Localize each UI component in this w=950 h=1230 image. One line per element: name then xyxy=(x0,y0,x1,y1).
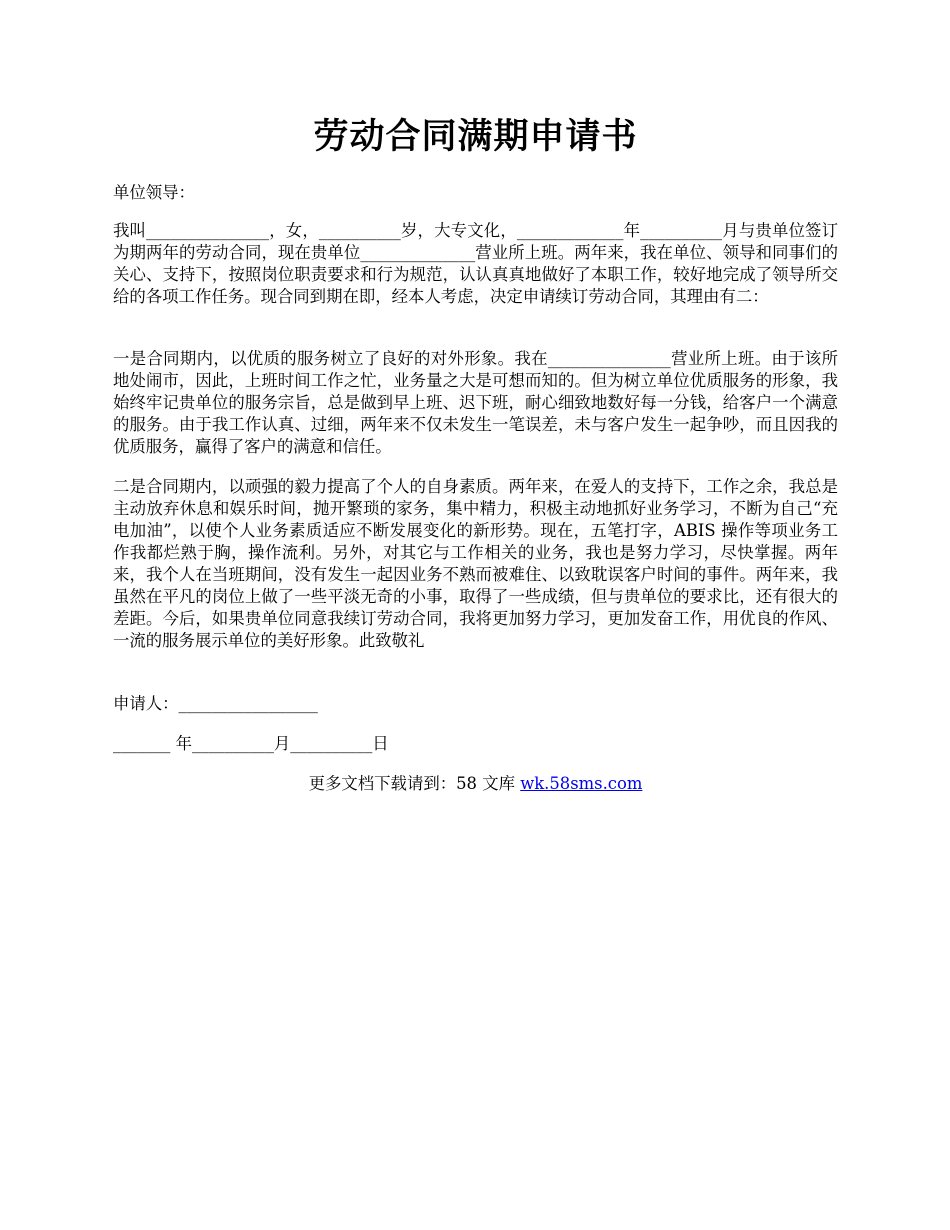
paragraph-intro: 我叫_______________，女，__________岁，大专文化，_____________年__________月与贵单位签订为期两年的劳动合同，现在贵单位______________营业所上班。两年来，我在单位、领导和同事们的关心、支持下，按照岗位职责要求和行为规范，认认真真地做好了本职工作，较好地完成了领导所交给的各项工作任务。现合同到期在即，经本人考虑，决定申请续订劳动合同，其理由有二： xyxy=(113,221,838,306)
footer-text: 更多文档下载请到：58 文库 xyxy=(308,774,521,793)
signer-line: 申请人：_________________ xyxy=(113,694,318,713)
footer xyxy=(113,773,838,795)
footer-link[interactable]: wk.58sms.com xyxy=(520,774,643,793)
paragraph-reason-two: 二是合同期内，以顽强的毅力提高了个人的自身素质。两年来，在爱人的支持下，工作之余，我总是主动放弃休息和娱乐时间，抛开繁琐的家务，集中精力，积极主动地抓好业务学习，不断为自己“充电加油”，以使个人业务素质适应不断发展变化的新形势。现在，五笔打字，ABIS 操作等项业务工作我都烂熟于胸，操作流利。另外，对其它与工作相关的业务，我也是努力学习，尽快掌握。两年来，我个人在当班期间，没有发生一起因业务不熟而被难住、以致耽误客户时间的事件。两年来，我虽然在平凡的岗位上做了一些平淡无奇的小事，取得了一些成绩，但与贵单位的要求比，还有很大的差距。今后，如果贵单位同意我续订劳动合同，我将更加努力学习，更加发奋工作，用优良的作风、一流的服务展示单位的美好形象。此致敬礼 xyxy=(113,477,838,650)
salutation: 单位领导： xyxy=(113,183,195,202)
document-title: 劳动合同满期申请书 xyxy=(313,116,638,157)
paragraph-reason-one: 一是合同期内，以优质的服务树立了良好的对外形象。我在_______________营业所上班。由于该所地处闹市，因此，上班时间工作之忙，业务量之大是可想而知的。但为树立单位优质服务的形象，我始终牢记贵单位的服务宗旨，总是做到早上班、迟下班，耐心细致地数好每一分钱，给客户一个满意的服务。由于我工作认真、过细，两年来不仅未发生一笔误差，未与客户发生一起争吵，而且因我的优质服务，赢得了客户的满意和信任。 xyxy=(113,349,838,456)
date-line: _______ 年__________月__________日 xyxy=(113,734,389,753)
